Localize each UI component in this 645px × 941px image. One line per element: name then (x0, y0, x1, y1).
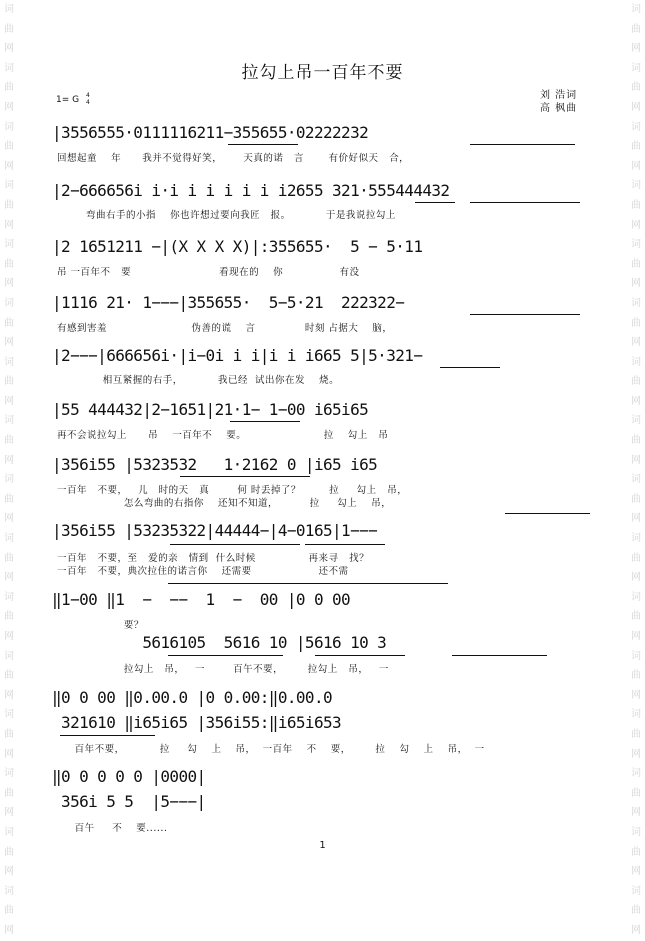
notation-line-1: |3556555·0111116211−355655·02222232 (52, 123, 369, 142)
notation-line-3: |2 1651211 −|(X X X X)|:355655· 5 − 5·11 (52, 237, 423, 256)
watermark-right: 词曲网词曲网词曲网词曲网词曲网词曲网词曲网词曲网词曲网词曲网词曲网词曲网词曲网词曲网词曲网词曲网 (631, 4, 641, 936)
notation-line-11-lower: 356i 5 5 |5−−−| (52, 792, 206, 811)
key-signature: 1= G (56, 95, 80, 105)
watermark-left: 词曲网词曲网词曲网词曲网词曲网词曲网词曲网词曲网词曲网词曲网词曲网词曲网词曲网词曲网词曲网词曲网 (4, 4, 14, 936)
notation-line-6: |55 444432|2−1651|21·1− 1−00 i65i65 (52, 400, 369, 419)
beam-line (170, 544, 300, 545)
lyric-line-8b: 一百年 不要，典次拉住的诺言你 还需要 还不需 (57, 566, 349, 577)
notation-line-10-lower: 321610 ‖i65i65 |356i55:‖i65i653 (52, 713, 342, 732)
page-number: 1 (319, 840, 326, 851)
lyric-line-5: 相互紧握的右手， 我已经 试出你在发 烧。 (57, 375, 340, 386)
beam-line (440, 367, 500, 368)
lyric-line-9a: 要？ (57, 620, 144, 631)
beam-line (470, 202, 580, 203)
lyric-line-8a: 一百年 不要，至 爱的亲 情到 什么时候 再来寻 找？ (57, 553, 370, 564)
song-title: 拉勾上吊一百年不要 (241, 63, 404, 83)
lyric-line-2: 弯曲右手的小指 你也许想过要向我匠 报。 于是我说拉勾上 (86, 210, 396, 221)
notation-line-5: |2−−−|666656i·|i−0i i i|i i i665 5|5·321− (52, 346, 423, 365)
notation-line-2: |2−666656i i·i i i i i i i2655 321·555444432 (52, 181, 450, 200)
beam-line (168, 655, 283, 656)
beam-line (415, 202, 455, 203)
beam-line (470, 314, 580, 315)
lyricist-credit: 刘 浩词 (540, 90, 578, 101)
beam-line (228, 144, 298, 145)
lyric-line-11: 百午 不 要...... (57, 823, 168, 834)
beam-line (230, 421, 300, 422)
lyric-line-6: 再不会说拉勾上 吊 一百年不 要。 拉 勾上 吊 (57, 430, 389, 441)
notation-line-7: |356i55 |5323532 1·2162 0 |i65 i65 (52, 455, 378, 474)
lyric-line-10: 百年不要， 拉 勾 上 吊， 一百年 不 要， 拉 勾 上 吊， 一 (57, 744, 485, 755)
notation-line-8: |356i55 |53235322|44444−|4−0165|1−−− (52, 521, 378, 540)
beam-line (180, 476, 310, 477)
volta-bracket (505, 513, 590, 514)
time-signature: 4 4 (86, 92, 90, 106)
lyric-line-4: 有感到害羞 伪善的谎 言 时刻 占据大 脑， (57, 323, 393, 334)
lyric-line-1: 回想起童 年 我并不觉得好笑， 天真的诺 言 有价好似天 合， (57, 153, 410, 164)
notation-line-11-upper: ‖0 0 0 0 0 |0000| (52, 767, 206, 786)
beam-line (60, 735, 155, 736)
notation-line-9-upper: ‖1−00 ‖1 − −− 1 − 00 |0 0 00 (52, 590, 351, 609)
lyric-line-7b: 怎么弯曲的右指你 还知不知道， 拉 勾上 吊， (57, 498, 392, 509)
beam-line (315, 655, 405, 656)
notation-line-10-upper: ‖0 0 00 ‖0.00.0 |0 0.00:‖0.00.0 (52, 688, 333, 707)
composer-credit: 高 枫曲 (540, 103, 578, 114)
notation-line-9-lower: 5616105 5616 10 |5616 10 3 (52, 633, 387, 652)
lyric-line-9b: 拉勾上 吊， 一 百午不要， 拉勾上 吊， 一 (57, 664, 389, 675)
notation-line-4: |1116 21· 1−−−|355655· 5−5·21 222322− (52, 293, 405, 312)
beam-line (470, 144, 575, 145)
lyric-line-7a: 一百年 不要， 儿 时的天 真 何 时丢掉了？ 拉 勾上 吊， (57, 485, 408, 496)
lyric-line-3: 吊 一百年不 要 看现在的 你 有没 (57, 267, 360, 278)
beam-line (452, 655, 547, 656)
volta-bracket (168, 583, 448, 584)
beam-line (305, 544, 385, 545)
